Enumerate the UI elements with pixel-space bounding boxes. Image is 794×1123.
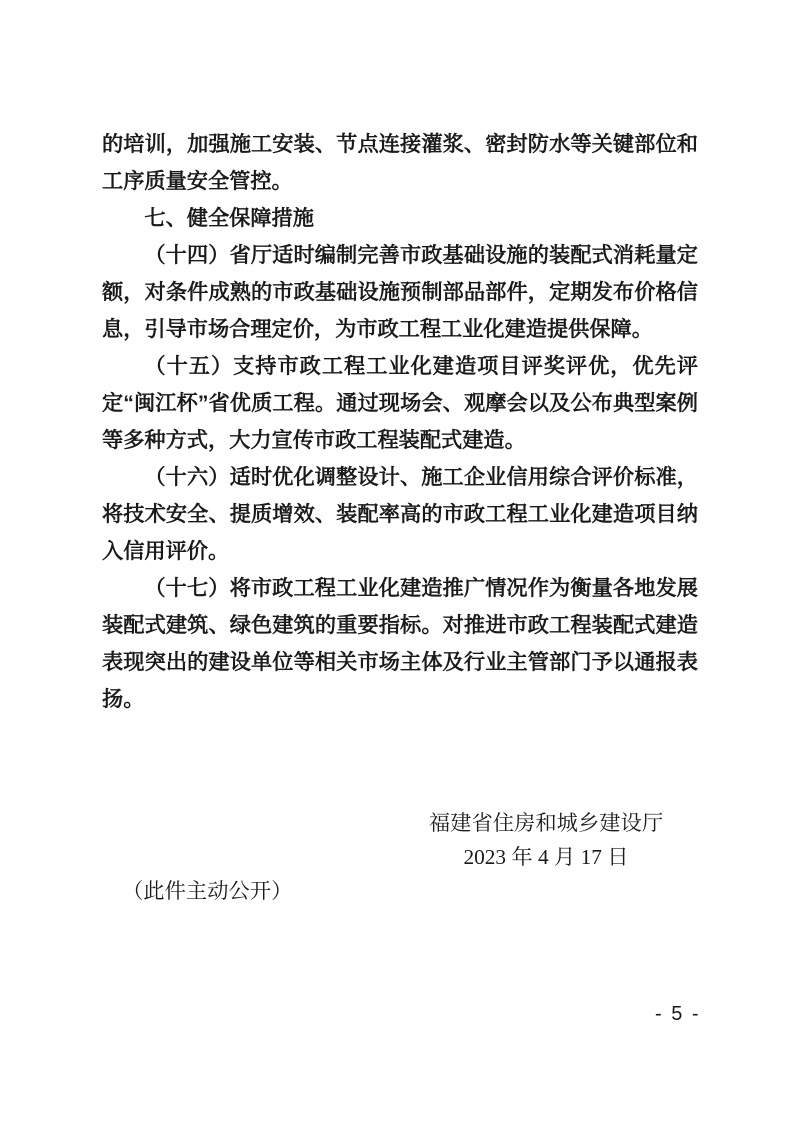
paragraph-item-17: （十七）将市政工程工业化建造推广情况作为衡量各地发展装配式建筑、绿色建筑的重要指标。对推进市政工程装配式建造表现突出的建设单位等相关市场主体及行业主管部门予以通报表扬。 bbox=[102, 577, 698, 711]
paragraph-item-15: （十五）支持市政工程工业化建造项目评奖评优，优先评定“闽江杯”省优质工程。通过现场会、观摩会以及公布典型案例等多种方式，大力宣传市政工程装配式建造。 bbox=[102, 355, 698, 452]
page-number: - 5 - bbox=[655, 1003, 701, 1025]
document-body bbox=[102, 126, 698, 718]
paragraph-continuation: 的培训，加强施工安装、节点连接灌浆、密封防水等关键部位和工序质量安全管控。 bbox=[102, 133, 698, 193]
paragraph-item-14: （十四）省厅适时编制完善市政基础设施的装配式消耗量定额，对条件成熟的市政基础设施预制部品部件，定期发布价格信息，引导市场合理定价，为市政工程工业化建造提供保障。 bbox=[102, 244, 698, 341]
paragraph-item-16: （十六）适时优化调整设计、施工企业信用综合评价标准，将技术安全、提质增效、装配率高的市政工程工业化建造项目纳入信用评价。 bbox=[102, 466, 698, 563]
signature-org: 福建省住房和城乡建设厅 bbox=[428, 811, 664, 835]
section-heading: 七、健全保障措施 bbox=[144, 207, 314, 230]
signature-date: 2023 年 4 月 17 日 bbox=[463, 845, 629, 869]
publicity-note: （此件主动公开） bbox=[122, 879, 293, 903]
signature-block bbox=[400, 806, 692, 874]
